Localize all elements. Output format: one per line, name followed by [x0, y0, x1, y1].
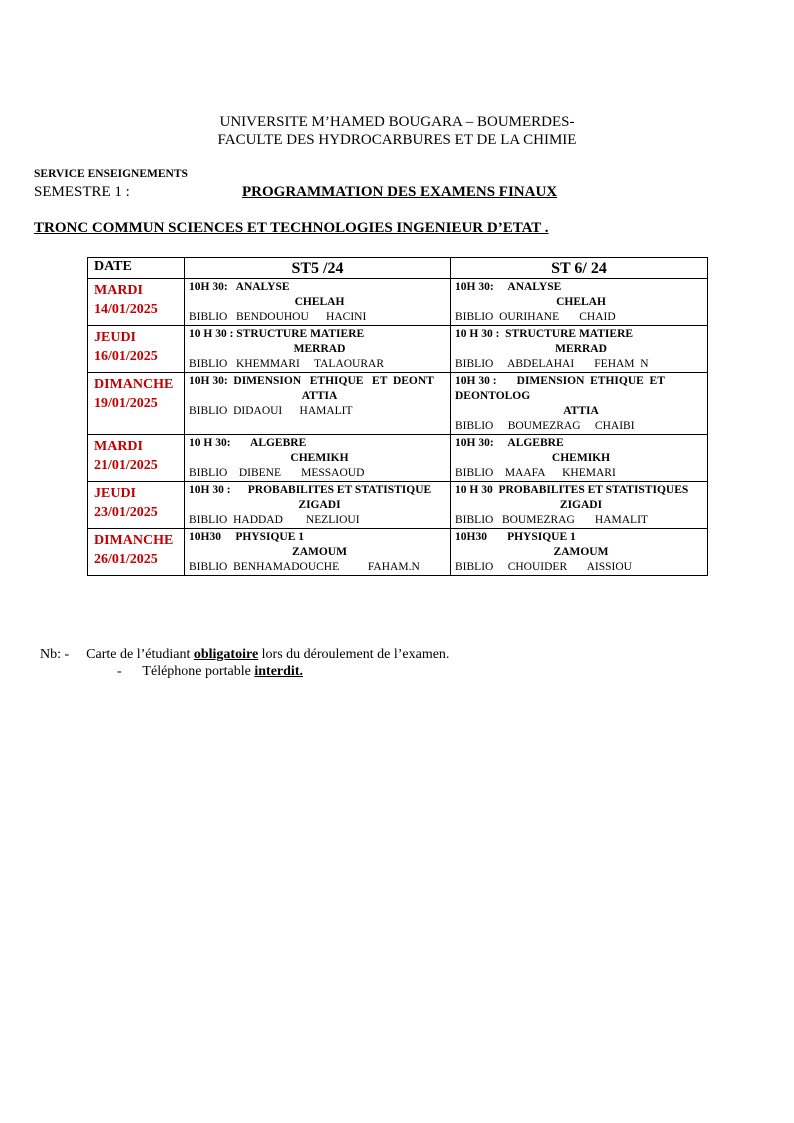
- exam-teacher: ZIGADI: [298, 499, 341, 511]
- exam-room-supervisors: BIBLIO BENDOUHOU HACINI: [189, 311, 367, 323]
- service-label: SERVICE ENSEIGNEMENTS: [34, 168, 188, 180]
- day-name: DIMANCHE: [94, 377, 174, 392]
- exam-room-supervisors: BIBLIO DIBENE MESSAOUD: [189, 467, 365, 479]
- exam-slot-st5: [185, 279, 451, 326]
- table-header-row: [88, 258, 708, 279]
- note-line-2: [117, 664, 303, 680]
- exam-slot-st5: [185, 529, 451, 576]
- header-group-st6: ST 6/ 24: [451, 258, 708, 279]
- exam-time-subject: 10H 30 : PROBABILITES ET STATISTIQUE: [189, 484, 432, 496]
- exam-teacher: ZAMOUM: [553, 546, 609, 558]
- exam-room-supervisors: BIBLIO BOUMEZRAG CHAIBI: [455, 420, 635, 432]
- semestre-label: SEMESTRE 1 :: [34, 184, 130, 200]
- note-label: Nb: -: [40, 647, 70, 662]
- exam-slot-st6: [451, 482, 708, 529]
- note-text-phone: Téléphone portable: [142, 664, 255, 679]
- table-row: [88, 482, 708, 529]
- exam-teacher: CHELAH: [556, 296, 606, 308]
- date-cell: [88, 435, 185, 482]
- exam-room-supervisors: BIBLIO HADDAD NEZLIOUI: [189, 514, 360, 526]
- exam-teacher: ATTIA: [563, 405, 599, 417]
- exam-date: 23/01/2025: [94, 505, 158, 520]
- day-name: MARDI: [94, 439, 143, 454]
- day-name: JEUDI: [94, 486, 137, 501]
- exam-time-subject: 10H 30: ANALYSE: [455, 281, 562, 293]
- exam-room-supervisors: BIBLIO ABDELAHAI FEHAM N: [455, 358, 649, 370]
- exam-time-subject: 10 H 30 : STRUCTURE MATIERE: [189, 328, 365, 340]
- exam-slot-st6: [451, 435, 708, 482]
- exam-date: 16/01/2025: [94, 349, 158, 364]
- exam-time-subject: 10H 30: DIMENSION ETHIQUE ET DEONT: [189, 375, 434, 387]
- date-cell: [88, 326, 185, 373]
- exam-date: 14/01/2025: [94, 302, 158, 317]
- day-name: DIMANCHE: [94, 533, 174, 548]
- table-row: [88, 326, 708, 373]
- exam-schedule-table: [87, 257, 708, 576]
- exam-slot-st5: [185, 373, 451, 435]
- exam-time-subject: 10H30 PHYSIQUE 1: [455, 531, 576, 543]
- date-cell: [88, 279, 185, 326]
- exam-time-subject: 10 H 30: ALGEBRE: [189, 437, 307, 449]
- exam-teacher: MERRAD: [293, 343, 346, 355]
- exam-subject-continued: DEONTOLOG: [455, 390, 531, 402]
- exam-time-subject: 10H 30: ANALYSE: [189, 281, 290, 293]
- note-text-post: lors du déroulement de l’examen.: [258, 647, 450, 662]
- exam-date: 26/01/2025: [94, 552, 158, 567]
- exam-slot-st6: [451, 529, 708, 576]
- table-row: [88, 373, 708, 435]
- note-dash: -: [117, 664, 122, 679]
- exam-date: 21/01/2025: [94, 458, 158, 473]
- table-row: [88, 279, 708, 326]
- exam-date: 19/01/2025: [94, 396, 158, 411]
- exam-slot-st6: [451, 279, 708, 326]
- exam-time-subject: 10H30 PHYSIQUE 1: [189, 531, 305, 543]
- note-line-1: [40, 647, 449, 663]
- exam-time-subject: 10 H 30 : STRUCTURE MATIERE: [455, 328, 634, 340]
- header-date: DATE: [88, 258, 185, 279]
- exam-teacher: ZAMOUM: [292, 546, 347, 558]
- note-emphasis-interdit: interdit.: [254, 664, 303, 679]
- exam-time-subject: 10 H 30 PROBABILITES ET STATISTIQUES: [455, 484, 689, 496]
- exam-teacher: CHELAH: [294, 296, 345, 308]
- document-title: PROGRAMMATION DES EXAMENS FINAUX: [242, 184, 558, 200]
- exam-room-supervisors: BIBLIO BENHAMADOUCHE FAHAM.N: [189, 561, 420, 573]
- day-name: MARDI: [94, 283, 143, 298]
- table-row: [88, 529, 708, 576]
- date-cell: [88, 529, 185, 576]
- exam-room-supervisors: BIBLIO MAAFA KHEMARI: [455, 467, 616, 479]
- exam-slot-st6: [451, 326, 708, 373]
- exam-teacher: CHEMIKH: [551, 452, 611, 464]
- exam-room-supervisors: BIBLIO CHOUIDER AISSIOU: [455, 561, 632, 573]
- exam-slot-st5: [185, 435, 451, 482]
- header-group-st5: ST5 /24: [185, 258, 451, 279]
- program-subtitle: TRONC COMMUN SCIENCES ET TECHNOLOGIES INGENIEUR D’ETAT .: [34, 220, 549, 236]
- exam-time-subject: 10H 30: ALGEBRE: [455, 437, 564, 449]
- note-text-pre: Carte de l’étudiant: [86, 647, 194, 662]
- exam-time-subject: 10H 30 : DIMENSION ETHIQUE ET: [455, 375, 665, 387]
- exam-teacher: MERRAD: [555, 343, 607, 355]
- day-name: JEUDI: [94, 330, 137, 345]
- faculty-title: FACULTE DES HYDROCARBURES ET DE LA CHIMIE: [217, 132, 577, 148]
- date-cell: [88, 482, 185, 529]
- exam-room-supervisors: BIBLIO KHEMMARI TALAOURAR: [189, 358, 385, 370]
- exam-room-supervisors: BIBLIO DIDAOUI HAMALIT: [189, 405, 353, 417]
- exam-teacher: ATTIA: [301, 390, 338, 402]
- exam-teacher: CHEMIKH: [290, 452, 349, 464]
- date-cell: [88, 373, 185, 435]
- note-emphasis-obligatoire: obligatoire: [193, 647, 259, 662]
- exam-room-supervisors: BIBLIO OURIHANE CHAID: [455, 311, 616, 323]
- exam-room-supervisors: BIBLIO BOUMEZRAG HAMALIT: [455, 514, 648, 526]
- exam-slot-st5: [185, 482, 451, 529]
- table-row: [88, 435, 708, 482]
- exam-teacher: ZIGADI: [559, 499, 603, 511]
- university-title: UNIVERSITE M’HAMED BOUGARA – BOUMERDES-: [219, 114, 575, 130]
- exam-slot-st6: [451, 373, 708, 435]
- exam-slot-st5: [185, 326, 451, 373]
